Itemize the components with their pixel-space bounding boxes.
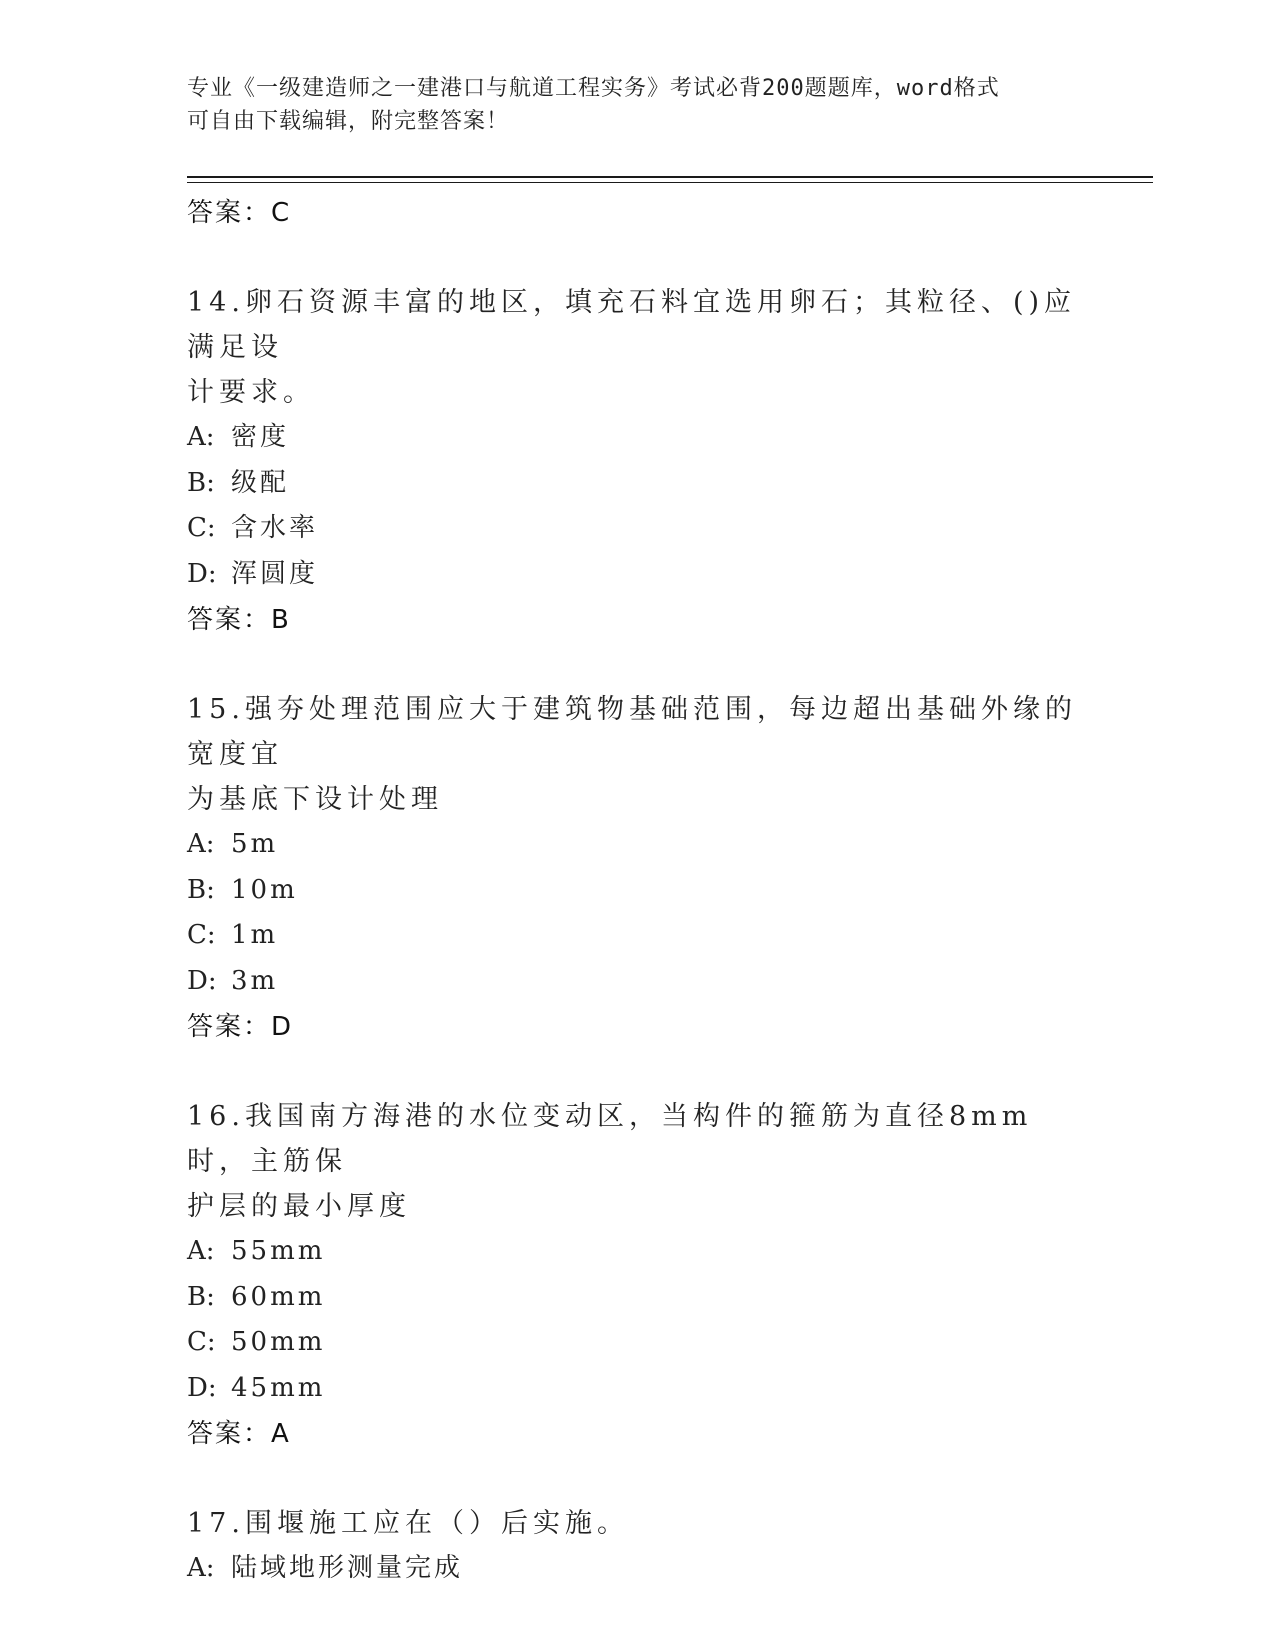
question-text-line: 计要求。 — [187, 377, 315, 408]
question-block — [187, 1094, 1087, 1457]
option-label: C: — [187, 1327, 216, 1357]
header-divider-thin — [187, 182, 1153, 183]
question-block — [187, 1501, 1087, 1592]
option-label: D: — [187, 1372, 217, 1403]
option-text: 55mm — [231, 1236, 326, 1266]
document-header — [187, 72, 1067, 138]
question-text-line: 护层的最小厚度 — [187, 1191, 411, 1222]
question-list — [187, 190, 1087, 1592]
answer-line: 答案：C — [187, 198, 292, 228]
option-text: 级配 — [231, 467, 290, 498]
question-block — [187, 687, 1087, 1050]
option-text: 60mm — [231, 1281, 326, 1312]
option-text: 1m — [231, 920, 279, 950]
option-label: A: — [187, 1553, 215, 1583]
answer-line: 答案：B — [187, 605, 291, 635]
option-label: B: — [187, 874, 215, 905]
option-label: A: — [187, 829, 215, 859]
option-item — [187, 415, 1087, 461]
option-item — [187, 506, 1087, 552]
question-text-line: 16.我国南方海港的水位变动区，当构件的箍筋为直径8mm时，主筋保 — [187, 1101, 1033, 1177]
option-label: C: — [187, 513, 216, 543]
option-text: 10m — [231, 874, 298, 905]
question-text-line: 14.卵石资源丰富的地区，填充石料宜选用卵石；其粒径、()应满足设 — [187, 287, 1077, 363]
option-item — [187, 959, 1087, 1005]
option-item — [187, 868, 1087, 914]
option-item — [187, 1275, 1087, 1321]
question-text-line: 15.强夯处理范围应大于建筑物基础范围，每边超出基础外缘的宽度宜 — [187, 694, 1077, 770]
option-text: 45mm — [231, 1372, 326, 1403]
header-line-2: 可自由下载编辑，附完整答案！ — [187, 109, 510, 134]
option-text: 含水率 — [231, 513, 319, 543]
option-item — [187, 461, 1087, 507]
option-text: 50mm — [231, 1327, 326, 1357]
option-label: A: — [187, 422, 215, 452]
option-item — [187, 1229, 1087, 1275]
header-line-1: 专业《一级建造师之一建港口与航道工程实务》考试必背200题题库，word格式 — [187, 76, 1000, 101]
option-text: 5m — [231, 829, 279, 859]
option-label: A: — [187, 1236, 215, 1266]
option-item — [187, 1366, 1087, 1412]
option-text: 密度 — [231, 422, 290, 452]
header-divider-thick — [187, 176, 1153, 178]
option-label: B: — [187, 467, 215, 498]
answer-line: 答案：A — [187, 1419, 291, 1449]
question-block — [187, 280, 1087, 643]
answer-line: 答案：D — [187, 1012, 294, 1042]
option-item — [187, 913, 1087, 959]
question-text-line: 17.围堰施工应在（）后实施。 — [187, 1508, 629, 1539]
option-label: D: — [187, 558, 217, 589]
option-item — [187, 822, 1087, 868]
option-text: 陆域地形测量完成 — [231, 1553, 464, 1583]
option-item — [187, 1320, 1087, 1366]
option-label: B: — [187, 1281, 215, 1312]
option-label: C: — [187, 920, 216, 950]
option-label: D: — [187, 965, 217, 996]
option-item — [187, 552, 1087, 598]
option-item — [187, 1546, 1087, 1592]
option-text: 浑圆度 — [231, 558, 319, 589]
option-text: 3m — [231, 965, 279, 996]
question-text-line: 为基底下设计处理 — [187, 784, 443, 815]
